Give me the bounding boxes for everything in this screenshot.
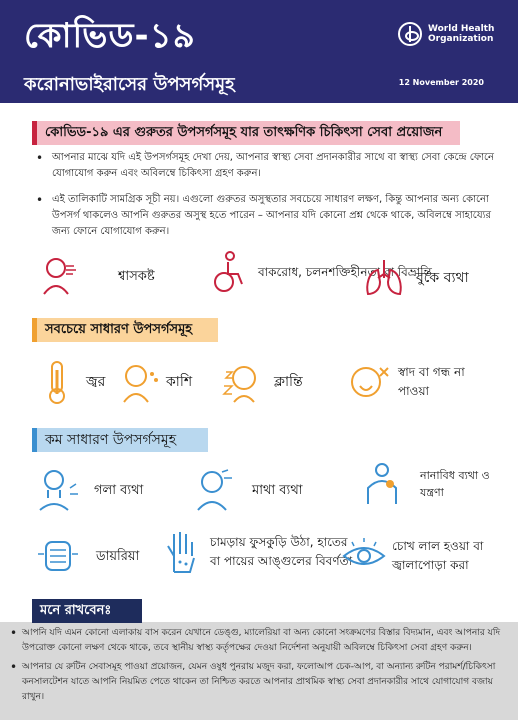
symptom-label: জ্বর xyxy=(86,373,106,390)
symptom-label: নানাবিধ ব্যথা ও যন্ত্রণা xyxy=(420,469,490,499)
headache-icon xyxy=(190,468,234,512)
symptom-cough xyxy=(118,360,192,404)
symptom-label: স্বাদ বা গন্ধ না পাওয়া xyxy=(398,365,465,398)
sore-throat-icon xyxy=(36,468,80,512)
symptom-label: মাথা ব্যথা xyxy=(252,482,303,498)
org-name-line2: Organization xyxy=(428,34,494,44)
header xyxy=(0,0,518,103)
bullet-item: • এই তালিকাটি সামগ্রিক সূচী নয়। এগুলো গুরুতর অসুস্থতার সবচেয়ে সাধারণ লক্ষণ, কিন্তু আপনার অন্য কোনো উপসর্গ থাকলেও আপনি গুরুতর অসুস্থ হতে পারেন – আপনার যদি কোনো প্রশ্ন থেকে থাকে, অবিলম্বে সাহায্যের জন্য ফোনে যোগাযোগ করুন। xyxy=(36,192,496,240)
symptom-label: চোখ লাল হওয়া বা জ্বালাপোড়া করা xyxy=(392,539,484,572)
cough-icon xyxy=(118,360,162,404)
tiredness-icon xyxy=(220,360,264,404)
symptom-taste-smell xyxy=(346,360,484,404)
rash-hand-icon xyxy=(160,530,204,574)
aches-icon xyxy=(362,462,406,506)
symptom-label: ক্লান্তি xyxy=(274,373,303,390)
symptom-label: গলা ব্যথা xyxy=(94,482,144,498)
symptom-label: শ্বাসকষ্ট xyxy=(118,268,155,284)
who-emblem-icon xyxy=(398,22,422,46)
red-eye-icon xyxy=(342,534,386,578)
symptom-label: বুকে ব্যথা xyxy=(416,269,469,286)
bullet-item: • আপনার মাঝে যদি এই উপসর্গসমূহ দেখা দেয়, আপনার স্বাস্থ্য সেবা প্রদানকারীর সাথে বা স্বাস্থ্য সেবা কেন্দ্রে ফোনে যোগাযোগ করুন এবং অবিলম্বে চিকিৎসা গ্রহণ করুন। xyxy=(36,150,496,182)
symptom-diarrhoea xyxy=(36,534,139,578)
page-title: কোভিড-১৯ xyxy=(24,16,196,56)
bullet-item: • আপনি যদি এমন কোনো এলাকায় বাস করেন যেখানে ডেঙ্গু, ম্যালেরিয়া বা অন্য কোনো সংক্রমণের বিস্তার বিদ্যমান, এবং আপনার যদি উপরোক্ত কোনো লক্ষণ থেকে থাকে, তবে স্থানীয় স্বাস্থ্য কর্তৃপক্ষের দেওয়া নির্দেশনা অনুযায়ী অবিলম্বে চিকিৎসা সেবা গ্রহণ করুন। xyxy=(10,626,510,656)
symptom-breathing xyxy=(36,254,155,298)
thermometer-icon xyxy=(36,360,80,404)
intestine-icon xyxy=(36,534,80,578)
symptom-label: কাশি xyxy=(166,373,193,390)
taste-smell-icon xyxy=(346,360,390,404)
less-common-symptoms-heading: কম সাধারণ উপসর্গসমূহ xyxy=(32,428,208,452)
remember-bullet-list xyxy=(10,626,510,709)
symptom-tiredness xyxy=(220,360,303,404)
org-name-line1: World Health xyxy=(428,24,495,34)
common-symptoms-heading: সবচেয়ে সাধারণ উপসর্গসমূহ xyxy=(32,318,218,342)
serious-bullet-list xyxy=(36,150,496,250)
symptom-label: ডায়রিয়া xyxy=(96,548,140,564)
symptom-rash xyxy=(160,530,360,574)
symptom-red-eyes xyxy=(342,534,518,578)
wheelchair-icon xyxy=(206,250,250,294)
symptom-label: বাকরোধ, চলনশক্তিহীনতা বা বিভ্রান্তি xyxy=(258,264,432,279)
who-logo xyxy=(398,22,494,46)
bullet-item: • আপনার যে রুটিন সেবাসমূহ পাওয়া প্রয়োজন, যেমন ওষুধ পুনরায় মজুদ করা, ফলোআপ চেক-আপ, বা অন্যান্য রুটিন পরামর্শ/চিকিৎসা কনসালটেশন যাতে আপনি নিয়মিত পেতে থাকেন তা নিশ্চিত করতে আপনার প্রাথমিক স্বাস্থ্য সেবা প্রদানকারীর সাথে যোগাযোগ বজায় রাখুন। xyxy=(10,660,510,705)
remember-heading: মনে রাখবেনঃ xyxy=(32,599,142,623)
symptom-label: চামড়ায় ফুসকুড়ি উঠা, হাতের বা পায়ের আঙ্গুলের বিবর্ণতা xyxy=(210,535,353,568)
serious-symptoms-heading: কোভিড-১৯ এর গুরুতর উপসর্গসমূহ যার তাৎক্ষণিক চিকিৎসা সেবা প্রয়োজন xyxy=(32,121,460,145)
symptom-chest-pain xyxy=(362,256,469,300)
symptom-aches xyxy=(362,462,500,506)
breathing-difficulty-icon xyxy=(36,254,80,298)
symptom-headache xyxy=(190,468,303,512)
page-subtitle: করোনাভাইরাসের উপসর্গসমূহ xyxy=(24,74,235,95)
lungs-icon xyxy=(362,256,406,300)
symptom-sore-throat xyxy=(36,468,143,512)
publication-date: 12 November 2020 xyxy=(398,78,484,87)
symptom-fever xyxy=(36,360,105,404)
